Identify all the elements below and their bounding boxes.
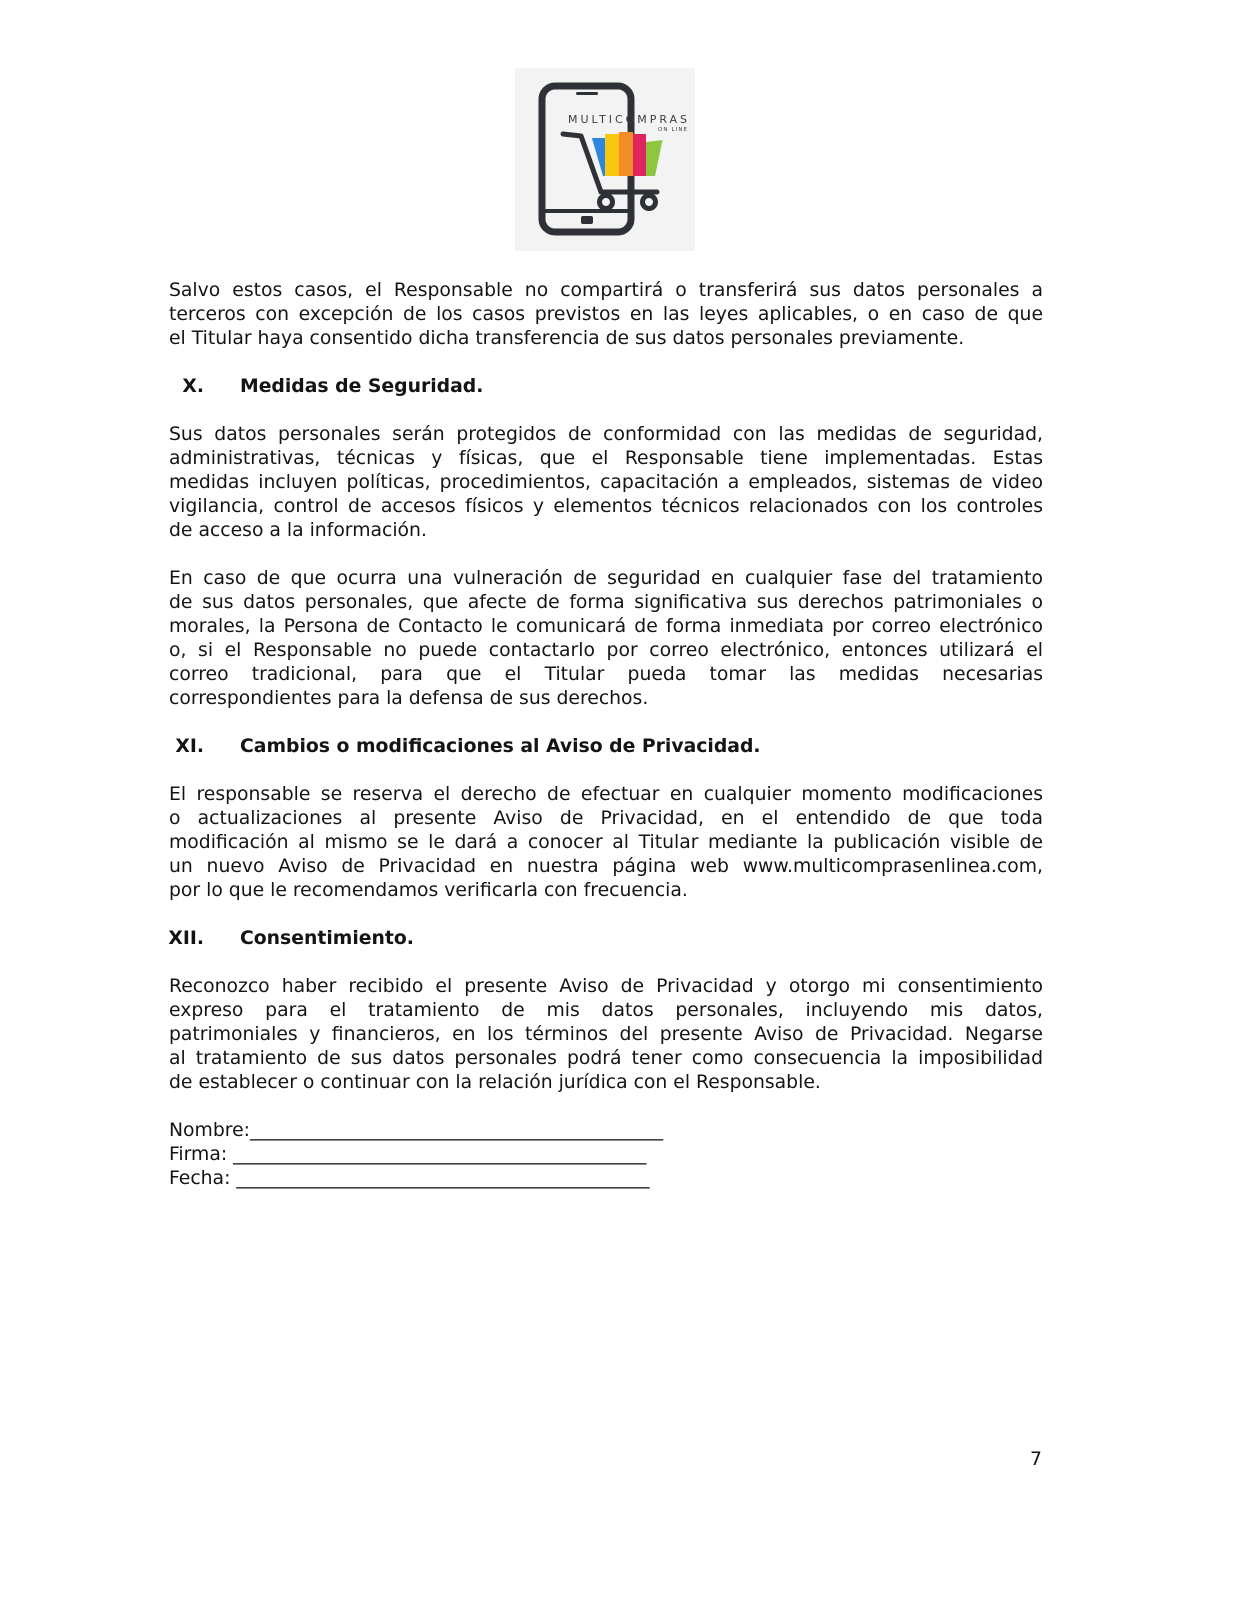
field-blank-line: ____________________________________________ bbox=[233, 1144, 647, 1165]
multicompras-logo bbox=[515, 68, 695, 251]
paragraph-line: o, si el Responsable no puede contactarlo por correo electrónico, entonces utilizará el bbox=[169, 640, 1043, 661]
page-number: 7 bbox=[1030, 1449, 1042, 1470]
field-blank-line: ____________________________________________ bbox=[249, 1120, 664, 1141]
cart-wheel-right-icon bbox=[643, 196, 656, 209]
section-heading bbox=[169, 735, 1043, 759]
signature-field-fecha bbox=[169, 1167, 1043, 1191]
paragraph-line: el Titular haya consentido dicha transferencia de sus datos personales previamente. bbox=[169, 328, 965, 349]
signature-field-firma bbox=[169, 1143, 1043, 1167]
paragraph-line: vigilancia, control de accesos físicos y elementos técnicos relacionados con los controles bbox=[169, 496, 1043, 517]
paragraph bbox=[169, 567, 1043, 711]
section-numeral: XII. bbox=[168, 928, 204, 949]
basket-bar-red bbox=[633, 134, 646, 178]
paragraph-line: de sus datos personales, que afecte de forma significativa sus derechos patrimoniales o bbox=[169, 592, 1043, 613]
basket-bar-orange bbox=[619, 132, 633, 178]
paragraph bbox=[169, 423, 1043, 543]
signature-field-nombre bbox=[169, 1119, 1043, 1143]
section-consentimiento bbox=[169, 927, 1043, 1095]
paragraph-line: al tratamiento de sus datos personales podrá tener como consecuencia la imposibilidad bbox=[169, 1048, 1043, 1069]
field-blank-line: ____________________________________________ bbox=[236, 1168, 650, 1189]
paragraph-line: Salvo estos casos, el Responsable no compartirá o transferirá sus datos personales a bbox=[169, 280, 1043, 301]
paragraph-line: por lo que le recomendamos verificarla con frecuencia. bbox=[169, 880, 688, 901]
section-heading bbox=[169, 927, 1043, 951]
section-cambios-aviso-de-privacidad bbox=[169, 735, 1043, 903]
paragraph-line: expreso para el tratamiento de mis datos personales, incluyendo mis datos, bbox=[169, 1000, 1043, 1021]
paragraph-line: modificación al mismo se le dará a conocer al Titular mediante la publicación visible de bbox=[169, 832, 1043, 853]
paragraph-line: correspondientes para la defensa de sus derechos. bbox=[169, 688, 649, 709]
document-body bbox=[169, 279, 1043, 1191]
paragraph-line: correo tradicional, para que el Titular pueda tomar las medidas necesarias bbox=[169, 664, 1043, 685]
paragraph-continued bbox=[169, 279, 1043, 351]
basket-bar-yellow bbox=[605, 134, 619, 178]
paragraph-line: administrativas, técnicas y físicas, que el Responsable tiene implementadas. Estas bbox=[169, 448, 1043, 469]
paragraph-line: Sus datos personales serán protegidos de conformidad con las medidas de seguridad, bbox=[169, 424, 1043, 445]
paragraph-line: patrimoniales y financieros, en los términos del presente Aviso de Privacidad. Negarse bbox=[169, 1024, 1043, 1045]
section-heading bbox=[169, 375, 1043, 399]
field-label: Fecha: bbox=[169, 1168, 237, 1189]
section-title: Cambios o modificaciones al Aviso de Privacidad. bbox=[240, 736, 761, 757]
logo-tagline: ON LINE bbox=[658, 127, 687, 133]
field-label: Nombre: bbox=[169, 1120, 250, 1141]
paragraph-line: En caso de que ocurra una vulneración de seguridad en cualquier fase del tratamiento bbox=[169, 568, 1043, 589]
paragraph bbox=[169, 975, 1043, 1095]
phone-home-button-icon bbox=[581, 216, 593, 224]
paragraph-line: de establecer o continuar con la relación jurídica con el Responsable. bbox=[169, 1072, 821, 1093]
section-title: Consentimiento. bbox=[240, 928, 414, 949]
phone-speaker-icon bbox=[576, 92, 598, 95]
signature-fields bbox=[169, 1119, 1043, 1191]
paragraph-line: El responsable se reserva el derecho de efectuar en cualquier momento modificaciones bbox=[169, 784, 1043, 805]
field-label: Firma: bbox=[169, 1144, 234, 1165]
cart-wheel-left-icon bbox=[600, 196, 613, 209]
paragraph-line: un nuevo Aviso de Privacidad en nuestra página web www.multicomprasenlinea.com, bbox=[169, 856, 1043, 877]
paragraph bbox=[169, 783, 1043, 903]
paragraph-line: Reconozco haber recibido el presente Aviso de Privacidad y otorgo mi consentimiento bbox=[169, 976, 1043, 997]
paragraph-line: o actualizaciones al presente Aviso de Privacidad, en el entendido de que toda bbox=[169, 808, 1043, 829]
paragraph-line: morales, la Persona de Contacto le comunicará de forma inmediata por correo electrónico bbox=[169, 616, 1043, 637]
paragraph-line: de acceso a la información. bbox=[169, 520, 427, 541]
section-title: Medidas de Seguridad. bbox=[240, 376, 484, 397]
logo-wordmark: MULTICOMPRAS bbox=[568, 113, 687, 126]
section-numeral: X. bbox=[182, 376, 204, 397]
section-numeral: XI. bbox=[175, 736, 204, 757]
paragraph-line: terceros con excepción de los casos previstos en las leyes aplicables, o en caso de que bbox=[169, 304, 1043, 325]
paragraph-line: medidas incluyen políticas, procedimientos, capacitación a empleados, sistemas de video bbox=[169, 472, 1043, 493]
section-medidas-de-seguridad bbox=[169, 375, 1043, 711]
